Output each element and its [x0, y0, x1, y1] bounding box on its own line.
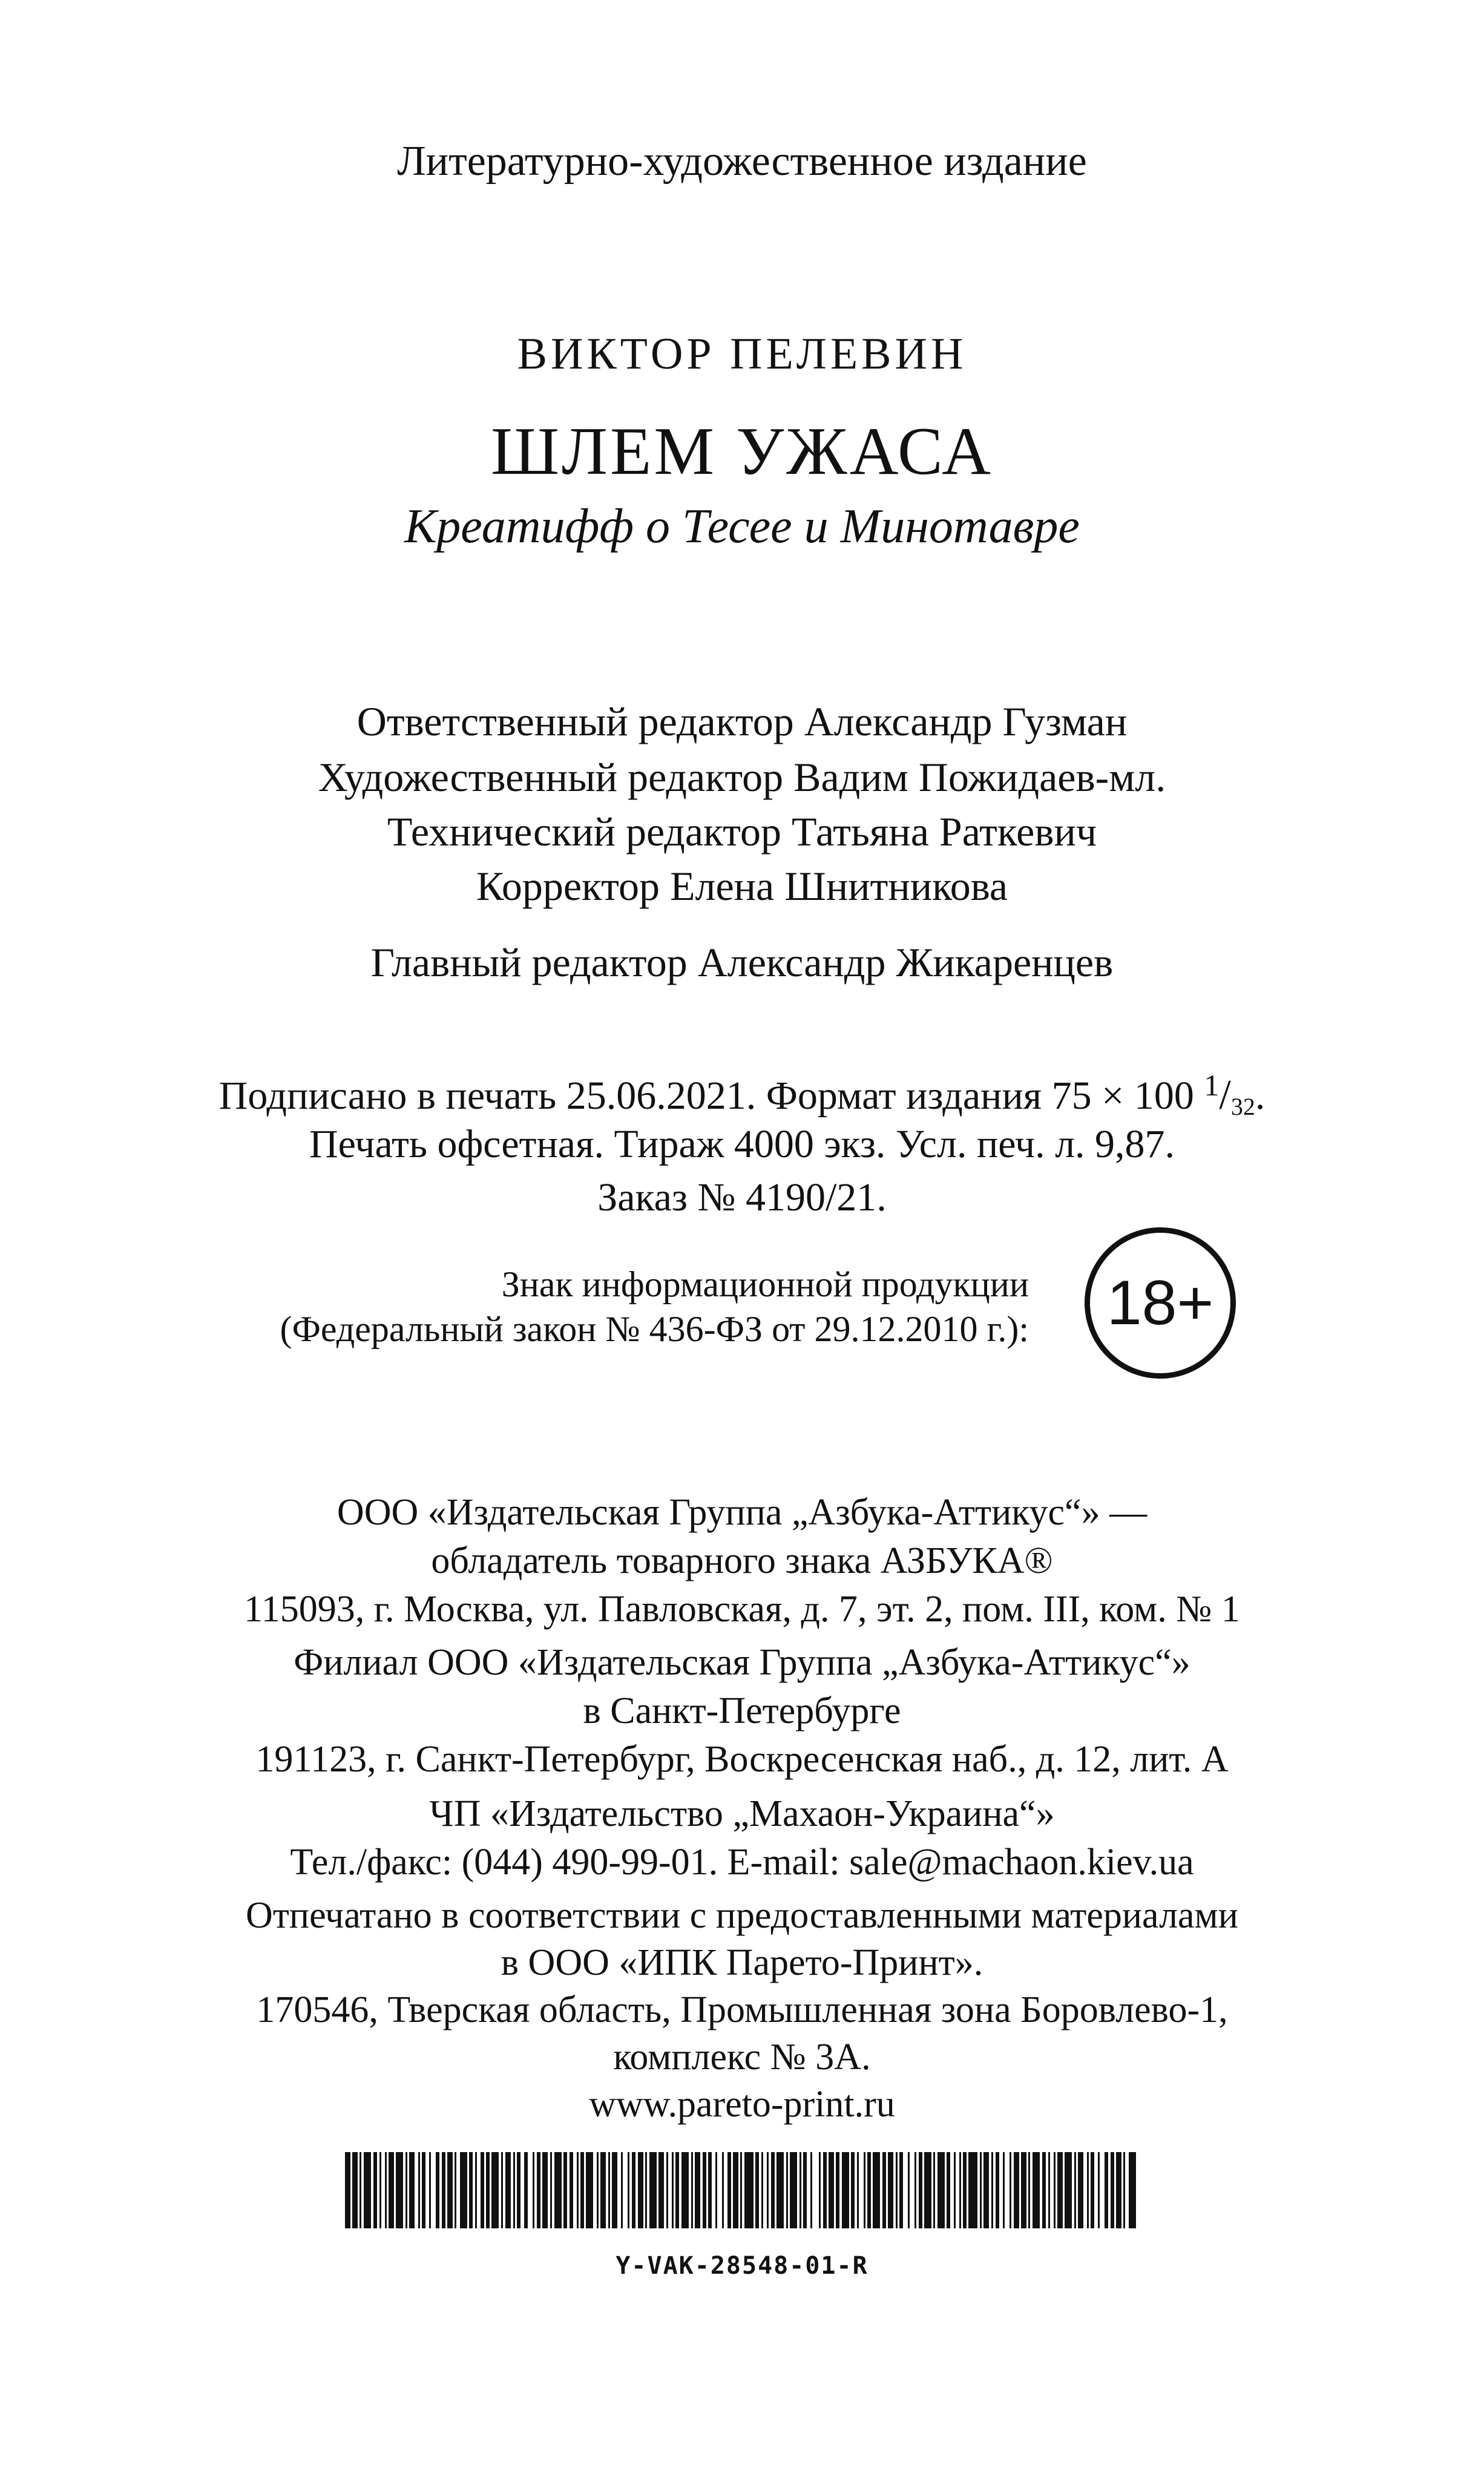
print-signed-format: Подписано в печать 25.06.2021. Формат издания 75 × 100: [218, 1074, 1194, 1118]
credit-technical-editor: Технический редактор Татьяна Раткевич: [387, 809, 1097, 855]
format-slash: /: [1219, 1072, 1231, 1118]
credit-responsible-editor: Ответственный редактор Александр Гузман: [356, 698, 1128, 744]
barcode-code: Y-VAK-28548-01-R: [616, 2252, 868, 2280]
credit-chief-editor: Главный редактор Александр Жикаренцев: [370, 939, 1114, 985]
publisher-line: 115093, г. Москва, ул. Павловская, д. 7, эт. 2, пом. III, ком. № 1: [244, 1589, 1240, 1630]
printer-line: Отпечатано в соответствии с предоставленными материалами: [246, 1895, 1238, 1936]
credit-proofreader: Корректор Елена Шнитникова: [476, 863, 1008, 909]
barcode-image: [345, 2152, 1138, 2228]
print-info-line-3: Заказ № 4190/21.: [597, 1175, 887, 1219]
book-subtitle: Креатифф о Тесее и Минотавре: [404, 500, 1080, 553]
publisher-line: ООО «Издательская Группа „Азбука-Аттикус“» —: [337, 1492, 1147, 1533]
printer-line: комплекс № 3А.: [613, 2036, 871, 2078]
book-title: ШЛЕМ УЖАСА: [491, 414, 993, 489]
publisher-line: Тел./факс: (044) 490-99-01. E-mail: sale@machaon.kiev.ua: [290, 1842, 1194, 1883]
printer-line: 170546, Тверская область, Промышленная зона Боровлево-1,: [256, 1989, 1228, 2030]
format-denominator: 32: [1230, 1093, 1255, 1120]
publisher-line: 191123, г. Санкт-Петербург, Воскресенская наб., д. 12, лит. А: [255, 1739, 1229, 1780]
print-line-end: .: [1255, 1074, 1266, 1118]
printer-website: www.pareto-print.ru: [589, 2084, 895, 2125]
printer-line: в ООО «ИПК Парето-Принт».: [501, 1942, 983, 1983]
publisher-line: в Санкт-Петербурге: [583, 1690, 901, 1731]
rating-label-line-2: (Федеральный закон № 436-ФЗ от 29.12.2010 г.):: [280, 1309, 1029, 1349]
credit-art-editor: Художественный редактор Вадим Пожидаев-мл.: [318, 754, 1166, 800]
age-rating-badge: 18+: [1085, 1227, 1236, 1379]
print-info-line-2: Печать офсетная. Тираж 4000 экз. Усл. печ. л. 9,87.: [309, 1122, 1175, 1166]
print-info-line-1: [0, 1070, 1484, 1119]
author-name: ВИКТОР ПЕЛЕВИН: [517, 329, 967, 379]
publisher-line: Филиал ООО «Издательская Группа „Азбука-Аттикус“»: [294, 1642, 1190, 1683]
publisher-line: обладатель товарного знака АЗБУКА®: [431, 1540, 1053, 1581]
publisher-line: ЧП «Издательство „Махаон-Украина“»: [429, 1793, 1055, 1834]
format-numerator: 1: [1204, 1068, 1220, 1102]
rating-label-line-1: Знак информационной продукции: [501, 1264, 1029, 1304]
edition-type: Литературно-художественное издание: [397, 138, 1087, 185]
